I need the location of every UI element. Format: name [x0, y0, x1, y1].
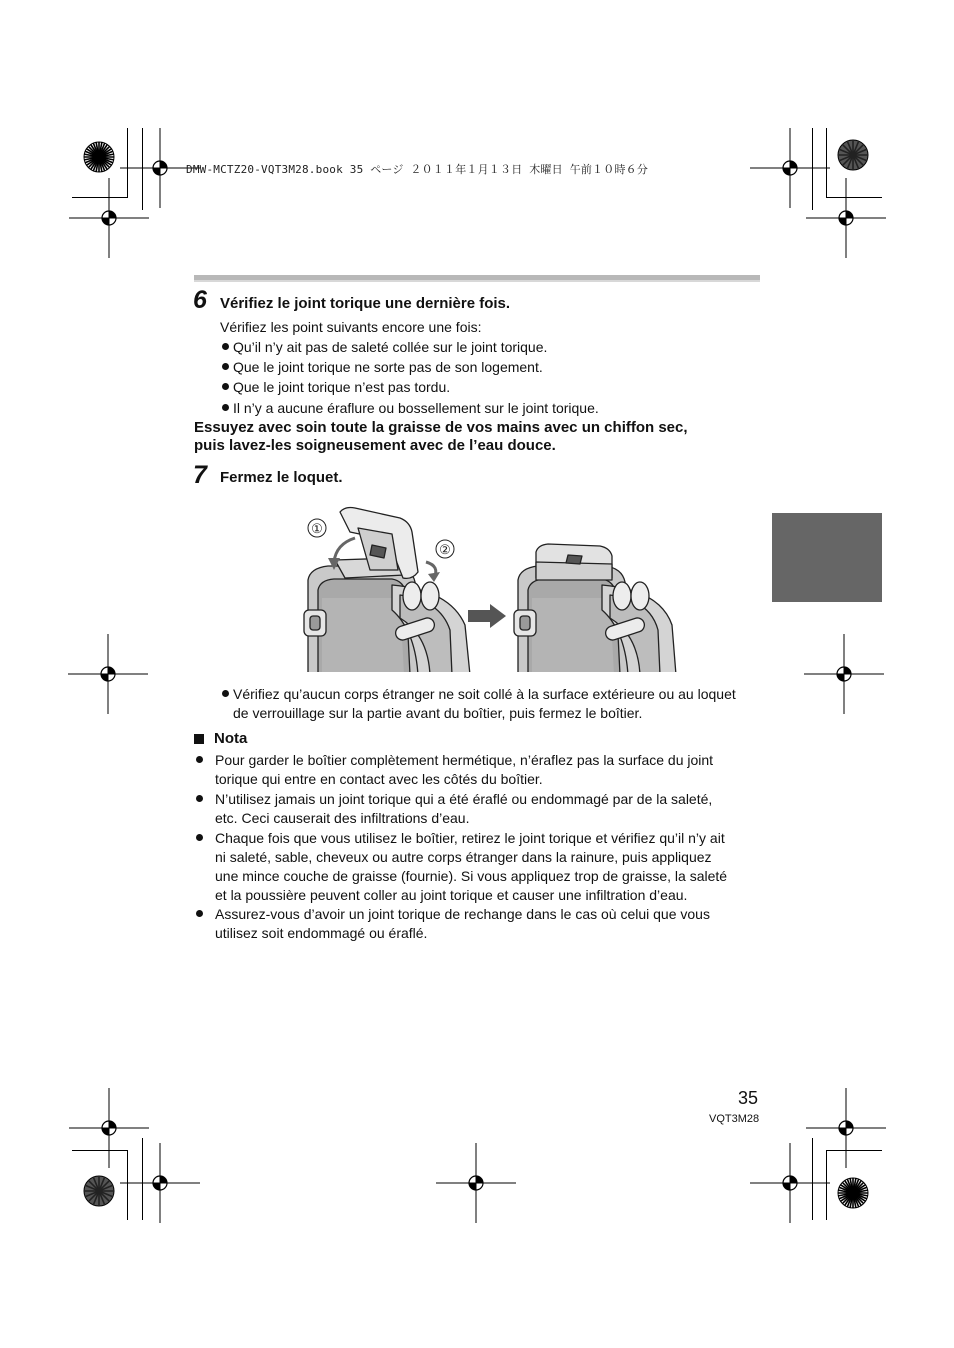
list-item: Qu’il n’y ait pas de saleté collée sur le joint torique. [233, 339, 548, 355]
list-item: ni saleté, sable, cheveux ou autre corps étranger dans la rainure, puis appliquez [215, 849, 712, 865]
list-item: torique qui entre en contact avec les côtés du boîtier. [215, 771, 543, 787]
bullet-icon [222, 690, 229, 697]
list-item: N’utilisez jamais un joint torique qui a été éraflé ou endommagé par de la saleté, [215, 791, 713, 807]
step-6-intro: Vérifiez les point suivants encore une fois: [220, 319, 482, 335]
bullet-icon [196, 795, 203, 802]
list-item: une mince couche de graisse (fournie). Si vous appliquez trop de graisse, la saleté [215, 868, 728, 884]
list-item: Il n’y a aucune éraflure ou bossellement sur le joint torique. [233, 400, 599, 416]
warning-line: puis lavez-les soigneusement avec de l’eau douce. [194, 437, 556, 454]
latch-closing-illustration [300, 500, 680, 675]
bullet-icon [222, 363, 229, 370]
list-item: Assurez-vous d’avoir un joint torique de rechange dans le cas où celui que vous [215, 906, 710, 922]
housing-closed-latch [514, 544, 676, 675]
list-item: Que le joint torique n’est pas tordu. [233, 379, 451, 395]
bullet-icon [222, 404, 229, 411]
warning-line: Essuyez avec soin toute la graisse de vos mains avec un chiffon sec, [194, 419, 688, 436]
step-6-title: Vérifiez le joint torique une dernière fois. [220, 295, 511, 312]
bullet-icon [222, 343, 229, 350]
list-item: Pour garder le boîtier complètement hermétique, n’éraflez pas la surface du joint [215, 752, 714, 768]
step-7-title: Fermez le loquet. [220, 469, 343, 486]
list-item: etc. Ceci causerait des infiltrations d’eau. [215, 810, 470, 826]
bullet-icon [222, 383, 229, 390]
nota-heading: Nota [214, 730, 248, 747]
print-header: DMW-MCTZ20-VQT3M28.book 35 ページ ２０１１年１月１３日 木曜日 午前１０時６分 [186, 163, 649, 176]
step-7-note-line: Vérifiez qu’aucun corps étranger ne soit collé à la surface extérieure ou au loquet [233, 686, 736, 702]
chapter-side-tab [772, 513, 882, 602]
figure-label-2: ② [439, 542, 451, 557]
section-rule-shadow [194, 280, 760, 282]
list-item: Chaque fois que vous utilisez le boîtier, retirez le joint torique et vérifiez qu’il n’y ait [215, 830, 725, 846]
list-item: Que le joint torique ne sorte pas de son logement. [233, 359, 543, 375]
document-code: VQT3M28 [709, 1113, 760, 1125]
step-7-note-line: de verrouillage sur la partie avant du boîtier, puis fermez le boîtier. [233, 705, 643, 721]
step-7-number: 7 [193, 461, 207, 489]
list-item: et la poussière peuvent coller au joint torique et causer une infiltration d’eau. [215, 887, 688, 903]
page-number: 35 [738, 1088, 759, 1108]
bullet-icon [196, 756, 203, 763]
bullet-icon [196, 910, 203, 917]
figure-label-1: ① [311, 521, 323, 536]
housing-open-latch [304, 508, 470, 676]
nota-square-icon [194, 734, 204, 744]
list-item: utilisez soit endommagé ou éraflé. [215, 925, 428, 941]
step-6-number: 6 [193, 286, 207, 314]
bullet-icon [196, 834, 203, 841]
